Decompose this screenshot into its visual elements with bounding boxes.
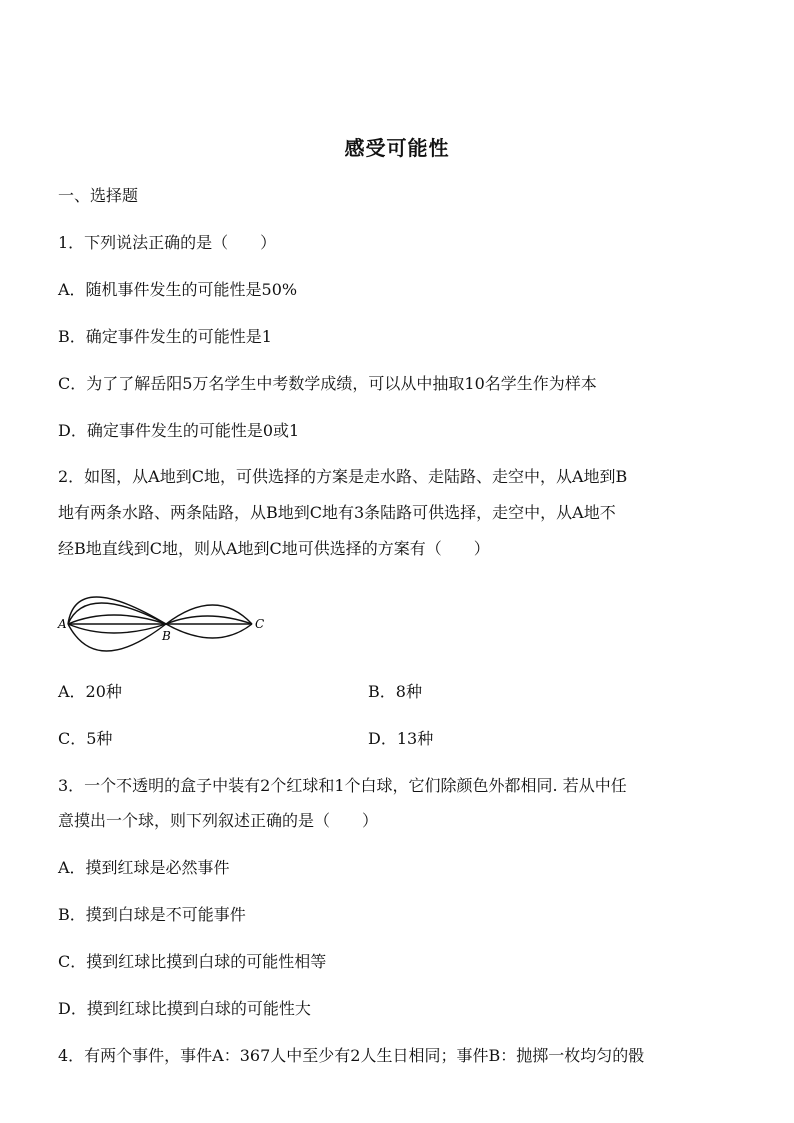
question-3-stem-line-2: 意摸出一个球，则下列叙述正确的是（ ） <box>58 811 379 830</box>
page-title: 感受可能性 <box>344 136 450 160</box>
question-4-stem-line-1: 4．有两个事件，事件A：367人中至少有2人生日相同；事件B：抛掷一枚均匀的骰 <box>58 1046 645 1065</box>
route-diagram-svg <box>56 578 276 660</box>
section-heading: 一、选择题 <box>58 186 139 205</box>
question-3-option-b: B．摸到白球是不可能事件 <box>58 905 246 924</box>
route-diagram <box>56 578 276 660</box>
question-3-option-d: D．摸到红球比摸到白球的可能性大 <box>58 999 311 1018</box>
question-3-stem-line-1: 3．一个不透明的盒子中装有2个红球和1个白球，它们除颜色外都相同. 若从中任 <box>58 776 627 795</box>
question-2-stem-line-1: 2．如图，从A地到C地，可供选择的方案是走水路、走陆路、走空中，从A地到B <box>58 467 628 486</box>
route-bc-3 <box>166 624 252 638</box>
question-3-option-c: C．摸到红球比摸到白球的可能性相等 <box>58 952 327 971</box>
question-2-option-b: B．8种 <box>368 682 422 701</box>
question-1-option-b: B．确定事件发生的可能性是1 <box>58 327 272 346</box>
question-1-stem: 1．下列说法正确的是（ ） <box>58 233 277 252</box>
question-1-option-a: A．随机事件发生的可能性是50% <box>58 280 298 299</box>
question-2-option-c: C．5种 <box>58 729 113 748</box>
question-1-option-d: D．确定事件发生的可能性是0或1 <box>58 421 300 440</box>
route-ab-lower-1 <box>68 624 166 633</box>
label-a: A <box>58 617 67 631</box>
label-c: C <box>255 617 265 631</box>
route-bc-1 <box>166 605 252 624</box>
question-1-option-c: C．为了了解岳阳5万名学生中考数学成绩，可以从中抽取10名学生作为样本 <box>58 374 597 393</box>
question-2-option-d: D．13种 <box>368 729 434 748</box>
question-3-option-a: A．摸到红球是必然事件 <box>58 858 230 877</box>
label-b: B <box>162 629 171 643</box>
question-2-stem-line-2: 地有两条水路、两条陆路，从B地到C地有3条陆路可供选择，走空中，从A地不 <box>58 503 616 522</box>
question-2-stem-line-3: 经B地直线到C地，则从A地到C地可供选择的方案有（ ） <box>58 539 490 558</box>
route-bc-2 <box>166 616 252 624</box>
question-2-option-a: A．20种 <box>58 682 122 701</box>
route-ab-upper-1 <box>68 603 166 624</box>
